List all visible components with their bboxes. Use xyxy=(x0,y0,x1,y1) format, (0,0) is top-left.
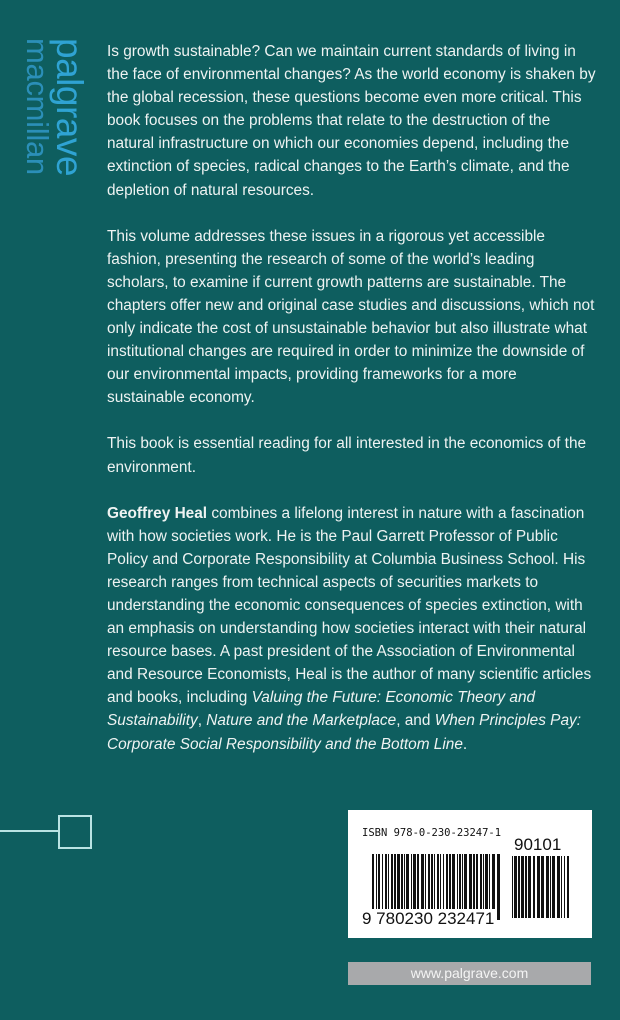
barcode-bar xyxy=(564,856,565,918)
separator: . xyxy=(462,735,468,753)
barcode-addon-bars xyxy=(512,856,574,918)
website-url: www.palgrave.com xyxy=(348,962,591,985)
decorative-line xyxy=(0,830,58,832)
barcode-bar xyxy=(525,856,527,918)
isbn-text: ISBN 978-0-230-23247-1 xyxy=(362,827,502,839)
barcode-addon-number: 90101 xyxy=(514,835,562,854)
description-paragraph-2: This volume addresses these issues in a rigorous yet accessible fashion, presenting the research of some of the world’s leading scholars, to examine if current growth patterns are sustainable. The chapters offer new and original case studies and discussions, which not only indicate the cost of unsustainable behavior but also illustrate what institutional changes are required in order to minimize the downside of our environmental impacts, providing frameworks for a more sustainable economy. xyxy=(107,227,595,407)
book-title-2: Nature and the Marketplace xyxy=(206,712,397,730)
barcode-bar xyxy=(557,856,560,918)
barcode-bar xyxy=(521,856,524,918)
barcode-bar xyxy=(561,856,562,918)
barcode-bar xyxy=(514,856,517,918)
barcode-bar xyxy=(528,856,531,918)
separator: , xyxy=(197,712,207,730)
barcode-bar xyxy=(512,856,513,918)
author-bio-text: combines a lifelong interest in nature with a fascination with how societies work. He is the Paul Garrett Professor of Public Policy and Corporate Responsibility at Columbia Business School. His research ranges from technical aspects of securities markets to understanding the economic consequences of species extinction, with an emphasis on understanding how societies interact with their natural resource bases. A past president of the Association of Environmental and Resource Economists, Heal is the author of many scientific articles and books, including xyxy=(107,504,592,707)
barcode-bar xyxy=(497,854,500,920)
book-title-3: When Principles Pay: Corporate Social Responsibility and the Bottom Line xyxy=(107,712,581,753)
barcode-bar xyxy=(541,856,544,918)
description-paragraph-3: This book is essential reading for all interested in the economics of the environment. xyxy=(107,435,587,476)
publisher-logo xyxy=(20,38,90,176)
book-title-1: Valuing the Future: Economic Theory and Sustainability xyxy=(107,689,536,730)
decorative-square xyxy=(58,815,92,849)
barcode-bar xyxy=(537,856,540,918)
barcode-bar xyxy=(518,856,520,918)
description-paragraph-1: Is growth sustainable? Can we maintain current standards of living in the face of environmental changes? As the world economy is shaken by the global recession, these questions become even more critical. This book focuses on the problems that relate to the destruction of the natural infrastructure on which our economies depend, including the extinction of species, radical changes to the Earth’s climate, and the depletion of natural resources. xyxy=(107,43,596,199)
logo-palgrave: palgrave xyxy=(49,38,90,176)
back-cover-text xyxy=(107,40,597,779)
separator: , and xyxy=(396,712,435,730)
author-name: Geoffrey Heal xyxy=(107,504,208,522)
barcode-number: 9 780230 232471 xyxy=(362,909,495,928)
barcode-bar xyxy=(567,856,569,918)
barcode-bar xyxy=(552,856,555,918)
barcode-bar xyxy=(550,856,551,918)
barcode-bar xyxy=(533,856,535,918)
logo-macmillan: macmillan xyxy=(20,38,55,175)
barcode-bar xyxy=(546,856,549,918)
isbn-barcode xyxy=(348,810,592,938)
author-bio xyxy=(107,502,597,756)
